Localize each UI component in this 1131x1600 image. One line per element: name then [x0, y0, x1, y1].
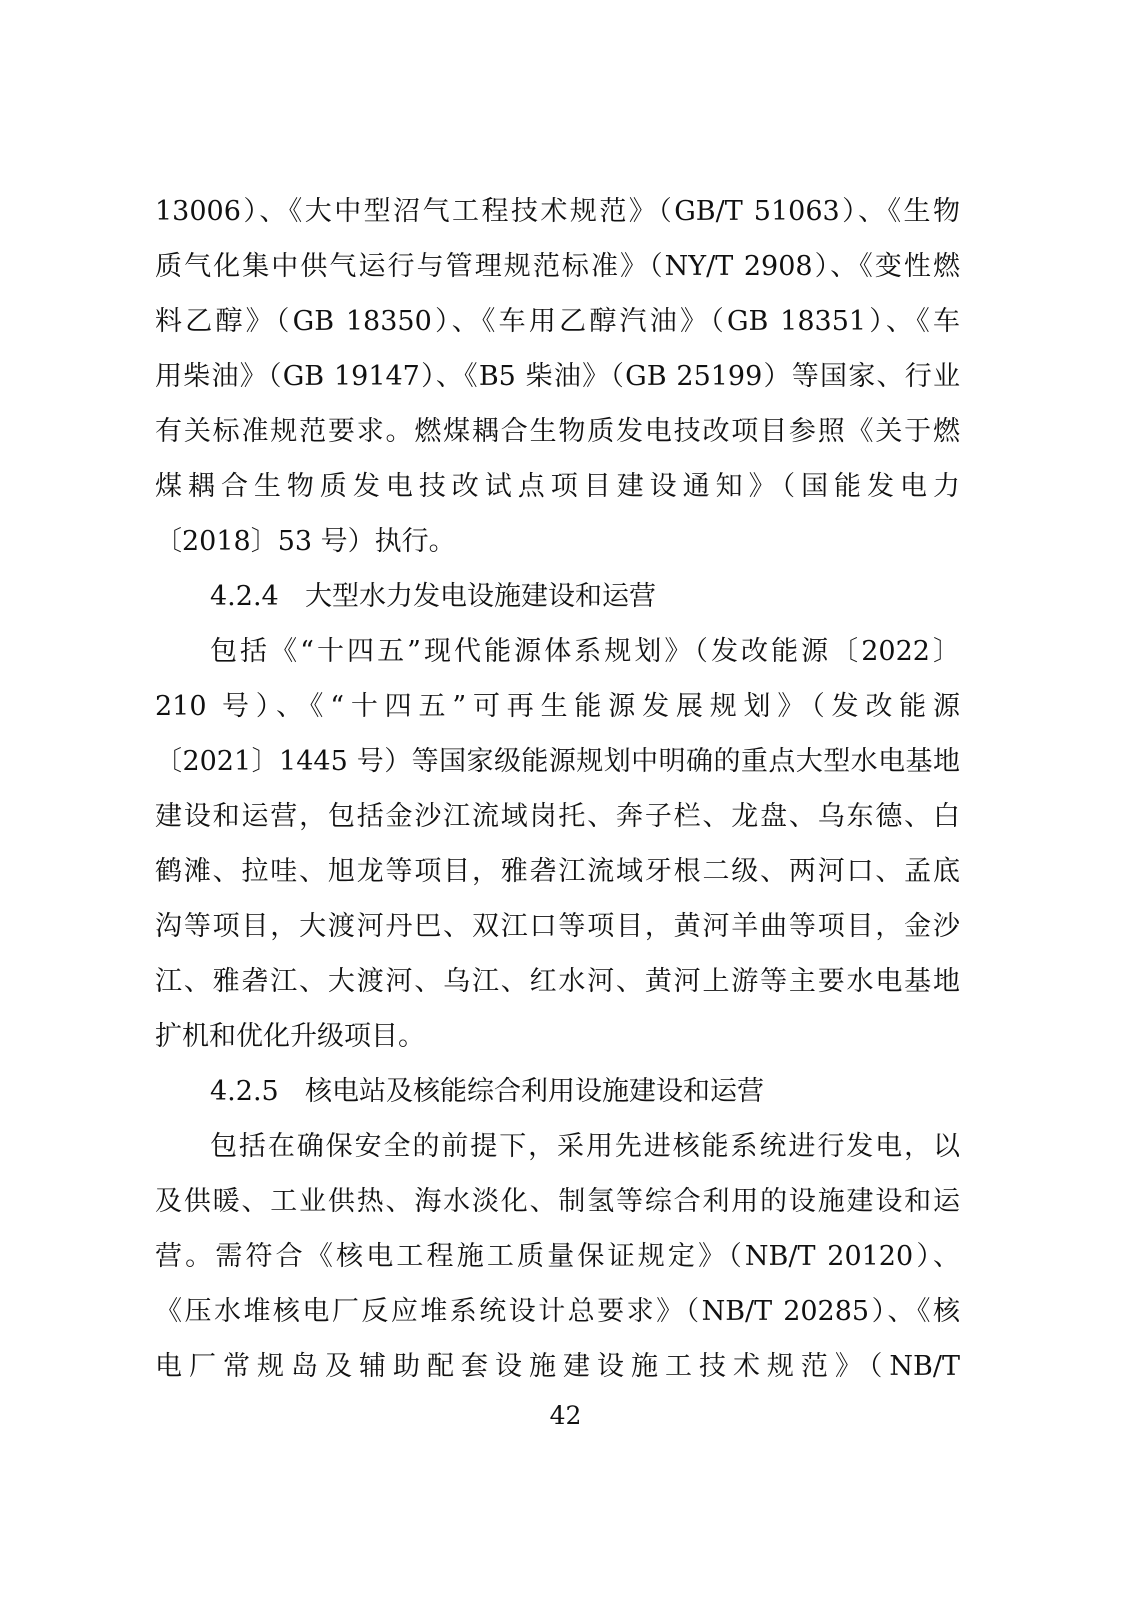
- paragraph-line: 210 号）、《“十四五”可再生能源发展规划》（发改能源: [155, 691, 960, 722]
- paragraph-line: 包括《“十四五”现代能源体系规划》（发改能源〔2022〕: [210, 636, 960, 667]
- section-number: 4.2.4: [210, 581, 279, 612]
- paragraph-line: 《压水堆核电厂反应堆系统设计总要求》（NB/T 20285）、《核: [155, 1296, 960, 1327]
- paragraph-line: 13006）、《大中型沼气工程技术规范》（GB/T 51063）、《生物: [155, 196, 960, 227]
- paragraph-line: 有关标准规范要求。燃煤耦合生物质发电技改项目参照《关于燃: [155, 416, 960, 447]
- paragraph-line: 扩机和优化升级项目。: [155, 1021, 425, 1052]
- paragraph-line: 及供暖、工业供热、海水淡化、制氢等综合利用的设施建设和运: [155, 1186, 960, 1217]
- paragraph-line: 料乙醇》（GB 18350）、《车用乙醇汽油》（GB 18351）、《车: [155, 306, 960, 337]
- paragraph-line: 建设和运营，包括金沙江流域岗托、奔子栏、龙盘、乌东德、白: [155, 801, 960, 832]
- section-title: 核电站及核能综合利用设施建设和运营: [305, 1076, 764, 1107]
- page-number: 42: [549, 1401, 582, 1430]
- paragraph-line: 包括在确保安全的前提下，采用先进核能系统进行发电，以: [210, 1131, 960, 1162]
- paragraph-line: 用柴油》（GB 19147）、《B5 柴油》（GB 25199）等国家、行业: [155, 361, 960, 392]
- paragraph-line: 沟等项目，大渡河丹巴、双江口等项目，黄河羊曲等项目，金沙: [155, 911, 960, 942]
- section-title: 大型水力发电设施建设和运营: [305, 581, 656, 612]
- paragraph-line: 煤耦合生物质发电技改试点项目建设通知》（国能发电力: [155, 471, 960, 502]
- section-heading-4-2-4: [210, 577, 656, 617]
- section-heading-4-2-5: [210, 1072, 764, 1112]
- section-number: 4.2.5: [210, 1076, 279, 1107]
- paragraph-line: 营。需符合《核电工程施工质量保证规定》（NB/T 20120）、: [155, 1241, 960, 1272]
- paragraph-line: 江、雅砻江、大渡河、乌江、红水河、黄河上游等主要水电基地: [155, 966, 960, 997]
- paragraph-line: 〔2021〕1445 号）等国家级能源规划中明确的重点大型水电基地: [155, 746, 960, 777]
- paragraph-line: 〔2018〕53 号）执行。: [155, 526, 456, 557]
- paragraph-line: 质气化集中供气运行与管理规范标准》（NY/T 2908）、《变性燃: [155, 251, 960, 282]
- paragraph-line: 电厂常规岛及辅助配套设施建设施工技术规范》（NB/T: [155, 1351, 960, 1382]
- paragraph-line: 鹤滩、拉哇、旭龙等项目，雅砻江流域牙根二级、两河口、孟底: [155, 856, 960, 887]
